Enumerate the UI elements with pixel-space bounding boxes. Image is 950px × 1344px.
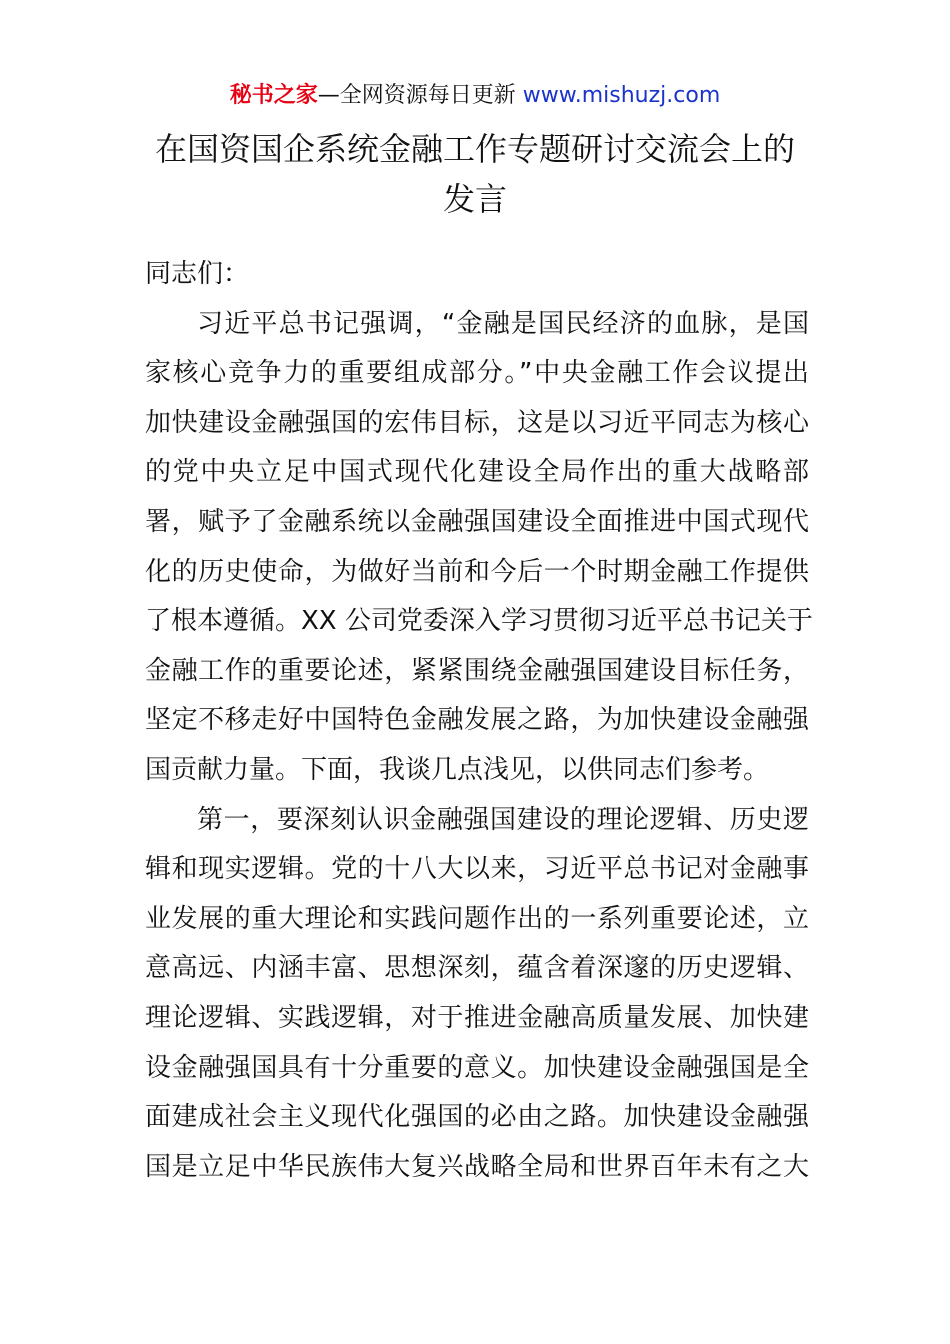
body-line: 面建成社会主义现代化强国的必由之路。加快建设金融强 (145, 1102, 809, 1133)
document-body (145, 250, 813, 1192)
body-line: 业发展的重大理论和实践问题作出的一系列重要论述，立 (145, 903, 809, 934)
body-line: 家核心竞争力的重要组成部分。”中央金融工作会议提出 (145, 358, 809, 389)
body-line: 辑和现实逻辑。党的十八大以来，习近平总书记对金融事 (145, 854, 809, 885)
body-line: 设金融强国具有十分重要的意义。加快建设金融强国是全 (145, 1052, 809, 1083)
body-line: 化的历史使命，为做好当前和今后一个时期金融工作提供 (145, 556, 809, 587)
site-url-link[interactable]: www.mishuzj.com (522, 83, 721, 108)
body-line: 意高远、内涵丰富、思想深刻，蕴含着深邃的历史逻辑、 (145, 953, 809, 984)
title-line-2: 发言 (442, 180, 507, 218)
body-line: 了根本遵循。XX 公司党委深入学习贯彻习近平总书记关于 (145, 606, 813, 637)
body-line: 的党中央立足中国式现代化建设全局作出的重大战略部 (145, 457, 809, 488)
document-title (120, 124, 830, 224)
header-tagline: —全网资源每日更新 (317, 83, 523, 108)
body-line: 第一，要深刻认识金融强国建设的理论逻辑、历史逻 (197, 804, 809, 835)
salutation: 同志们： (145, 259, 250, 289)
title-line-1: 在国资国企系统金融工作专题研讨交流会上的 (154, 130, 795, 168)
body-line: 加快建设金融强国的宏伟目标，这是以习近平同志为核心 (145, 407, 809, 438)
body-line: 国贡献力量。下面，我谈几点浅见，以供同志们参考。 (145, 754, 770, 785)
body-line: 署，赋予了金融系统以金融强国建设全面推进中国式现代 (145, 506, 809, 537)
body-line: 坚定不移走好中国特色金融发展之路，为加快建设金融强 (145, 705, 809, 736)
site-header (0, 80, 950, 112)
body-line: 习近平总书记强调，“金融是国民经济的血脉，是国 (197, 308, 809, 339)
body-line: 金融工作的重要论述，紧紧围绕金融强国建设目标任务， (145, 655, 809, 686)
brand-name: 秘书之家 (229, 83, 318, 108)
body-line: 理论逻辑、实践逻辑，对于推进金融高质量发展、加快建 (145, 1002, 809, 1033)
body-line: 国是立足中华民族伟大复兴战略全局和世界百年未有之大 (145, 1151, 809, 1182)
